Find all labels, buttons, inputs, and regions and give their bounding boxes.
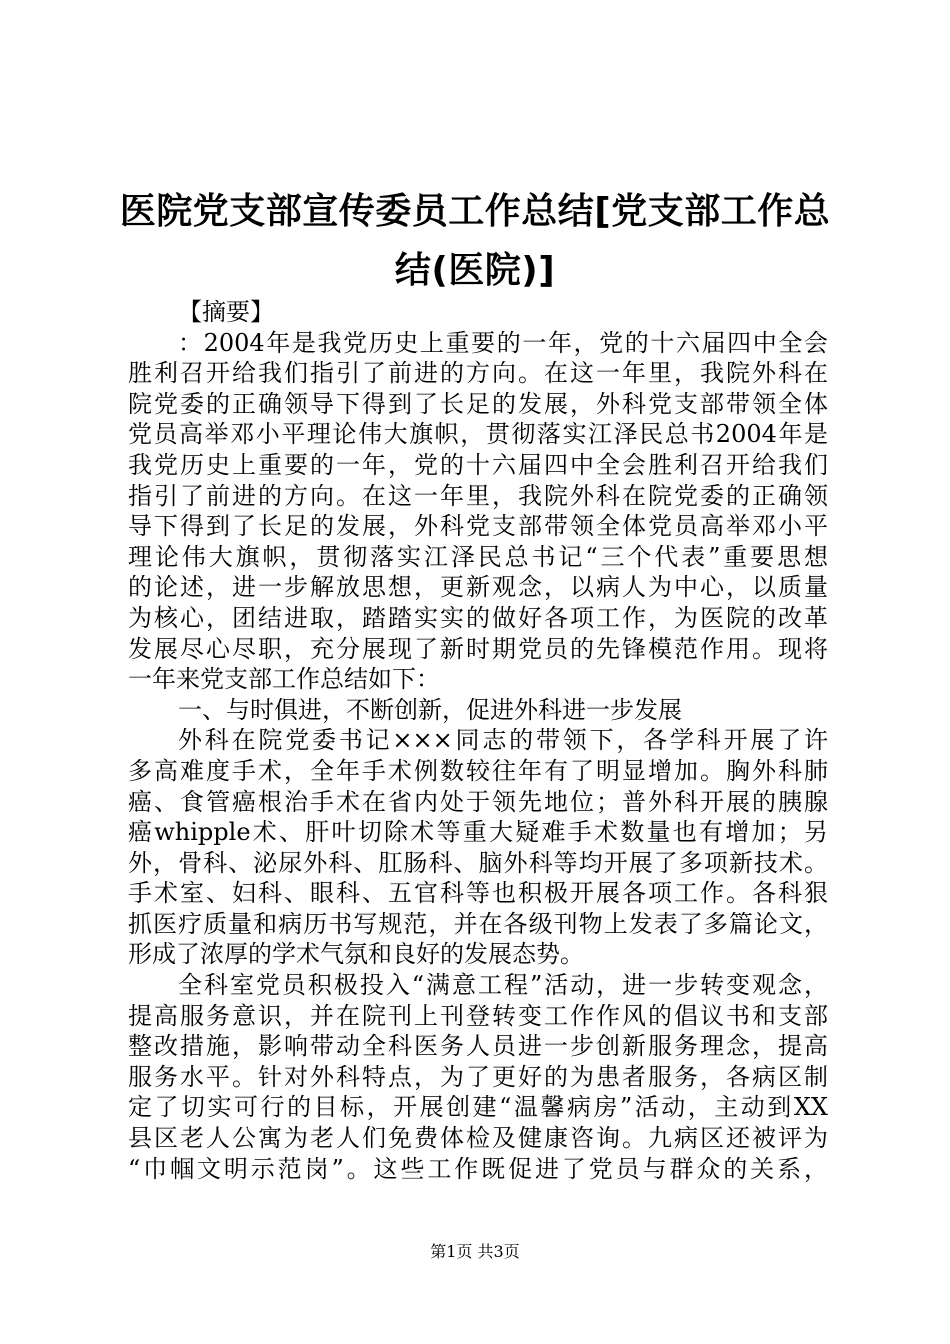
text-line: 定了切实可行的目标，开展创建“温馨病房”活动，主动到XX <box>128 1093 828 1122</box>
text-line: 手术室、妇科、眼科、五官科等也积极开展各项工作。各科狠 <box>128 879 828 908</box>
text-line: 外科在院党委书记×××同志的带领下，各学科开展了许 <box>178 726 828 755</box>
text-line: 外，骨科、泌尿外科、肛肠科、脑外科等均开展了多项新技术。 <box>128 848 828 877</box>
text-line: “巾帼文明示范岗”。这些工作既促进了党员与群众的关系， <box>128 1154 828 1183</box>
text-line: 理论伟大旗帜，贯彻落实江泽民总书记“三个代表”重要思想 <box>128 542 828 571</box>
text-line: 一年来党支部工作总结如下： <box>128 665 440 694</box>
text-line: 癌、食管癌根治手术在省内处于领先地位；普外科开展的胰腺 <box>128 787 828 816</box>
text-line: 【摘要】 <box>178 298 274 326</box>
text-line: ：2004年是我党历史上重要的一年，党的十六届四中全会 <box>178 328 828 357</box>
text-line: 的论述，进一步解放思想，更新观念，以病人为中心，以质量 <box>128 573 828 602</box>
text-line: 县区老人公寓为老人们免费体检及健康咨询。九病区还被评为 <box>128 1124 828 1153</box>
page-footer: 第1页 共3页 <box>430 1242 520 1261</box>
page-title <box>110 182 840 300</box>
text-line: 指引了前进的方向。在这一年里，我院外科在院党委的正确领 <box>128 481 828 510</box>
text-line: 导下得到了长足的发展，外科党支部带领全体党员高举邓小平 <box>128 512 828 541</box>
text-line: 胜利召开给我们指引了前进的方向。在这一年里，我院外科在 <box>128 359 828 388</box>
text-line: 一、与时俱进，不断创新，促进外科进一步发展 <box>178 695 682 724</box>
title-line: 结(医院)] <box>394 250 556 291</box>
title-line: 医院党支部宣传委员工作总结[党支部工作总 <box>119 191 831 232</box>
text-line: 形成了浓厚的学术气氛和良好的发展态势。 <box>128 940 584 969</box>
text-line: 全科室党员积极投入“满意工程”活动，进一步转变观念， <box>178 971 828 1000</box>
text-line: 多高难度手术，全年手术例数较往年有了明显增加。胸外科肺 <box>128 756 828 785</box>
text-line: 发展尽心尽职，充分展现了新时期党员的先锋模范作用。现将 <box>128 634 828 663</box>
text-line: 党员高举邓小平理论伟大旗帜，贯彻落实江泽民总书2004年是 <box>128 420 828 449</box>
text-line: 为核心，团结进取，踏踏实实的做好各项工作，为医院的改革 <box>128 603 828 632</box>
text-line: 院党委的正确领导下得到了长足的发展，外科党支部带领全体 <box>128 389 828 418</box>
document-body <box>128 297 828 1184</box>
text-line: 抓医疗质量和病历书写规范，并在各级刊物上发表了多篇论文， <box>128 909 828 938</box>
text-line: 服务水平。针对外科特点，为了更好的为患者服务，各病区制 <box>128 1062 828 1091</box>
text-line: 提高服务意识，并在院刊上刊登转变工作作风的倡议书和支部 <box>128 1001 828 1030</box>
text-line: 癌whipple术、肝叶切除术等重大疑难手术数量也有增加；另 <box>128 818 828 847</box>
text-line: 整改措施，影响带动全科医务人员进一步创新服务理念，提高 <box>128 1032 828 1061</box>
text-line: 我党历史上重要的一年，党的十六届四中全会胜利召开给我们 <box>128 450 828 479</box>
